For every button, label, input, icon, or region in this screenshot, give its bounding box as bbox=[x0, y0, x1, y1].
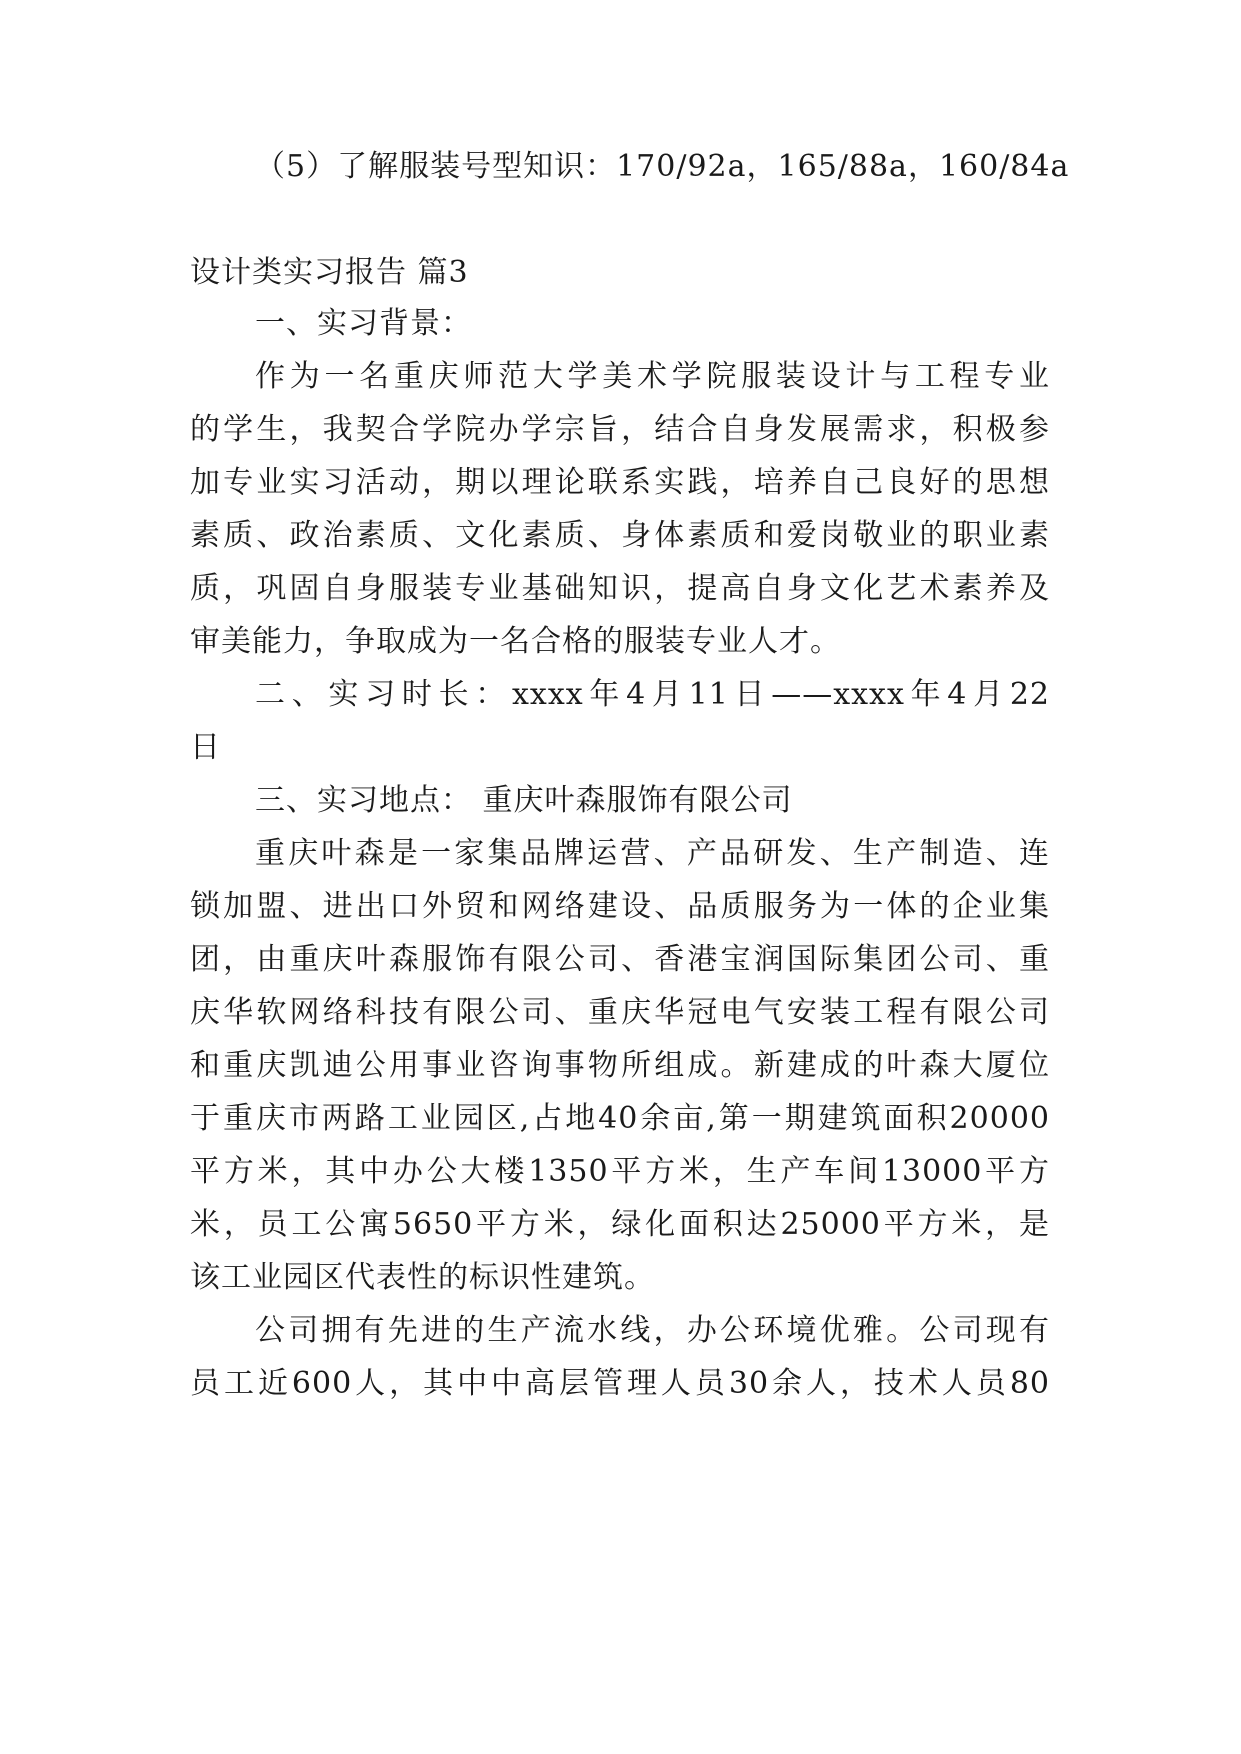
paragraph-line: 作为一名重庆师范大学美术学院服装设计与工程专业 bbox=[255, 359, 1050, 394]
paragraph-line: 米，员工公寓5650平方米，绿化面积达25000平方米，是 bbox=[190, 1207, 1050, 1242]
paragraph-line: 该工业园区代表性的标识性建筑。 bbox=[190, 1260, 655, 1295]
paragraph-line: 于重庆市两路工业园区,占地40余亩,第一期建筑面积20000 bbox=[190, 1101, 1050, 1136]
heading-duration-cont: 日 bbox=[190, 730, 221, 765]
paragraph-line: 和重庆凯迪公用事业咨询事物所组成。新建成的叶森大厦位 bbox=[190, 1048, 1050, 1083]
heading-background: 一、实习背景： bbox=[255, 306, 472, 341]
heading-location: 三、实习地点： 重庆叶森服饰有限公司 bbox=[255, 783, 793, 818]
paragraph-line: 的学生，我契合学院办学宗旨，结合自身发展需求，积极参 bbox=[190, 412, 1050, 447]
paragraph-line: 质，巩固自身服装专业基础知识，提高自身文化艺术素养及 bbox=[190, 571, 1050, 606]
paragraph-line: 平方米，其中办公大楼1350平方米，生产车间13000平方 bbox=[190, 1154, 1050, 1189]
paragraph-line: 素质、政治素质、文化素质、身体素质和爱岗敬业的职业素 bbox=[190, 518, 1050, 553]
paragraph-line: 团，由重庆叶森服饰有限公司、香港宝润国际集团公司、重 bbox=[190, 942, 1050, 977]
paragraph-line: 审美能力，争取成为一名合格的服装专业人才。 bbox=[190, 624, 841, 659]
paragraph-line: 员工近600人，其中中高层管理人员30余人，技术人员80 bbox=[190, 1366, 1050, 1401]
paragraph-line: 锁加盟、进出口外贸和网络建设、品质服务为一体的企业集 bbox=[190, 889, 1050, 924]
paragraph-line: 庆华软网络科技有限公司、重庆华冠电气安装工程有限公司 bbox=[190, 995, 1050, 1030]
paragraph-line: 重庆叶森是一家集品牌运营、产品研发、生产制造、连 bbox=[255, 836, 1050, 871]
paragraph-line: 加专业实习活动，期以理论联系实践，培养自己良好的思想 bbox=[190, 465, 1050, 500]
section-title: 设计类实习报告 篇3 bbox=[190, 255, 469, 290]
paragraph-line: 公司拥有先进的生产流水线，办公环境优雅。公司现有 bbox=[255, 1313, 1050, 1348]
list-item-5: （5）了解服装号型知识：170/92a，165/88a，160/84a bbox=[255, 149, 1070, 184]
heading-duration: 二、实习时长：xxxx年4月11日——xxxx年4月22 bbox=[255, 677, 1050, 712]
